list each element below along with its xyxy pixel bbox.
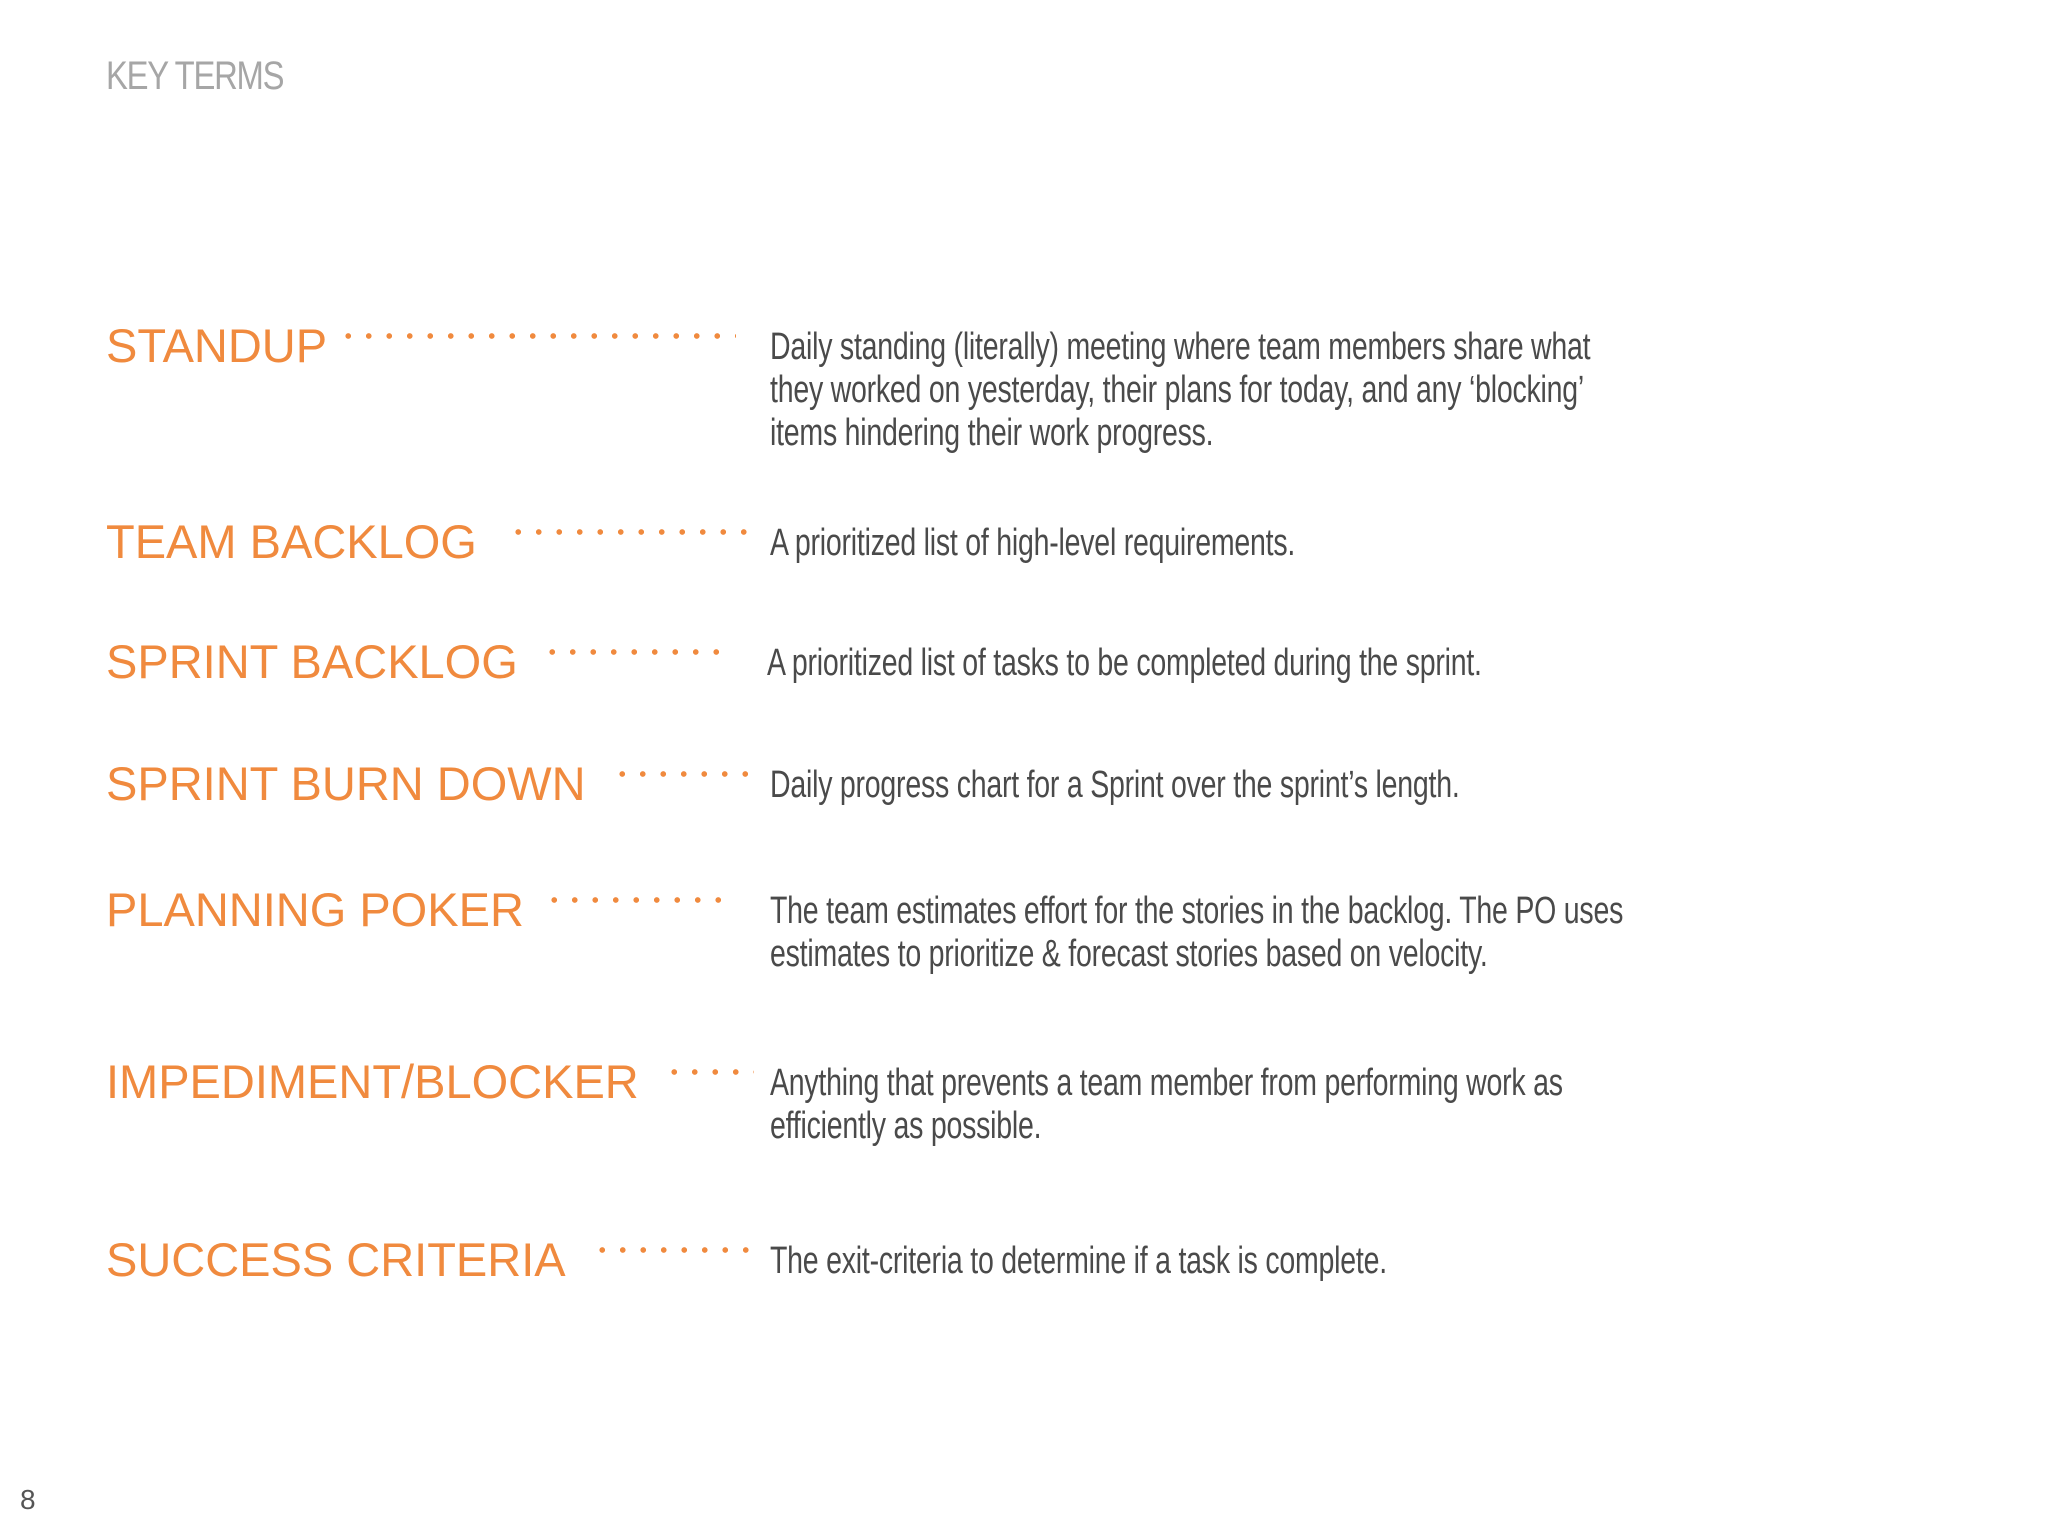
page-number: 8 (20, 1484, 36, 1515)
dotted-leader (544, 896, 734, 904)
term-label: SPRINT BURN DOWN (106, 757, 586, 810)
dotted-leader (542, 648, 734, 656)
term-definition: Anything that prevents a team member from performing work as efficiently as possible. (770, 1062, 1563, 1147)
term-definition: The exit-criteria to determine if a task is complete. (770, 1240, 1387, 1282)
term-definition: The team estimates effort for the stories in the backlog. The PO uses estimates to prioritize & forecast stories based on velocity. (770, 890, 1624, 975)
dotted-leader (612, 770, 752, 778)
term-label: TEAM BACKLOG (106, 515, 477, 568)
term-label: STANDUP (106, 319, 328, 372)
term-definition: A prioritized list of tasks to be completed during the sprint. (767, 642, 1482, 684)
term-definition: A prioritized list of high-level requirements. (770, 522, 1296, 564)
term-label: IMPEDIMENT/BLOCKER (106, 1055, 639, 1108)
page-heading: KEY TERMS (106, 54, 284, 98)
dotted-leader (508, 528, 754, 536)
dotted-leader (664, 1068, 754, 1076)
term-definition: Daily progress chart for a Sprint over the sprint’s length. (770, 764, 1460, 806)
dotted-leader (338, 332, 736, 340)
term-label: PLANNING POKER (106, 883, 524, 936)
term-label: SPRINT BACKLOG (106, 635, 518, 688)
term-label: SUCCESS CRITERIA (106, 1233, 566, 1286)
dotted-leader (592, 1246, 762, 1254)
term-definition: Daily standing (literally) meeting where team members share what they worked on yesterday, their plans for today, and any ‘blocking’ items hindering their work progress. (770, 326, 1591, 454)
